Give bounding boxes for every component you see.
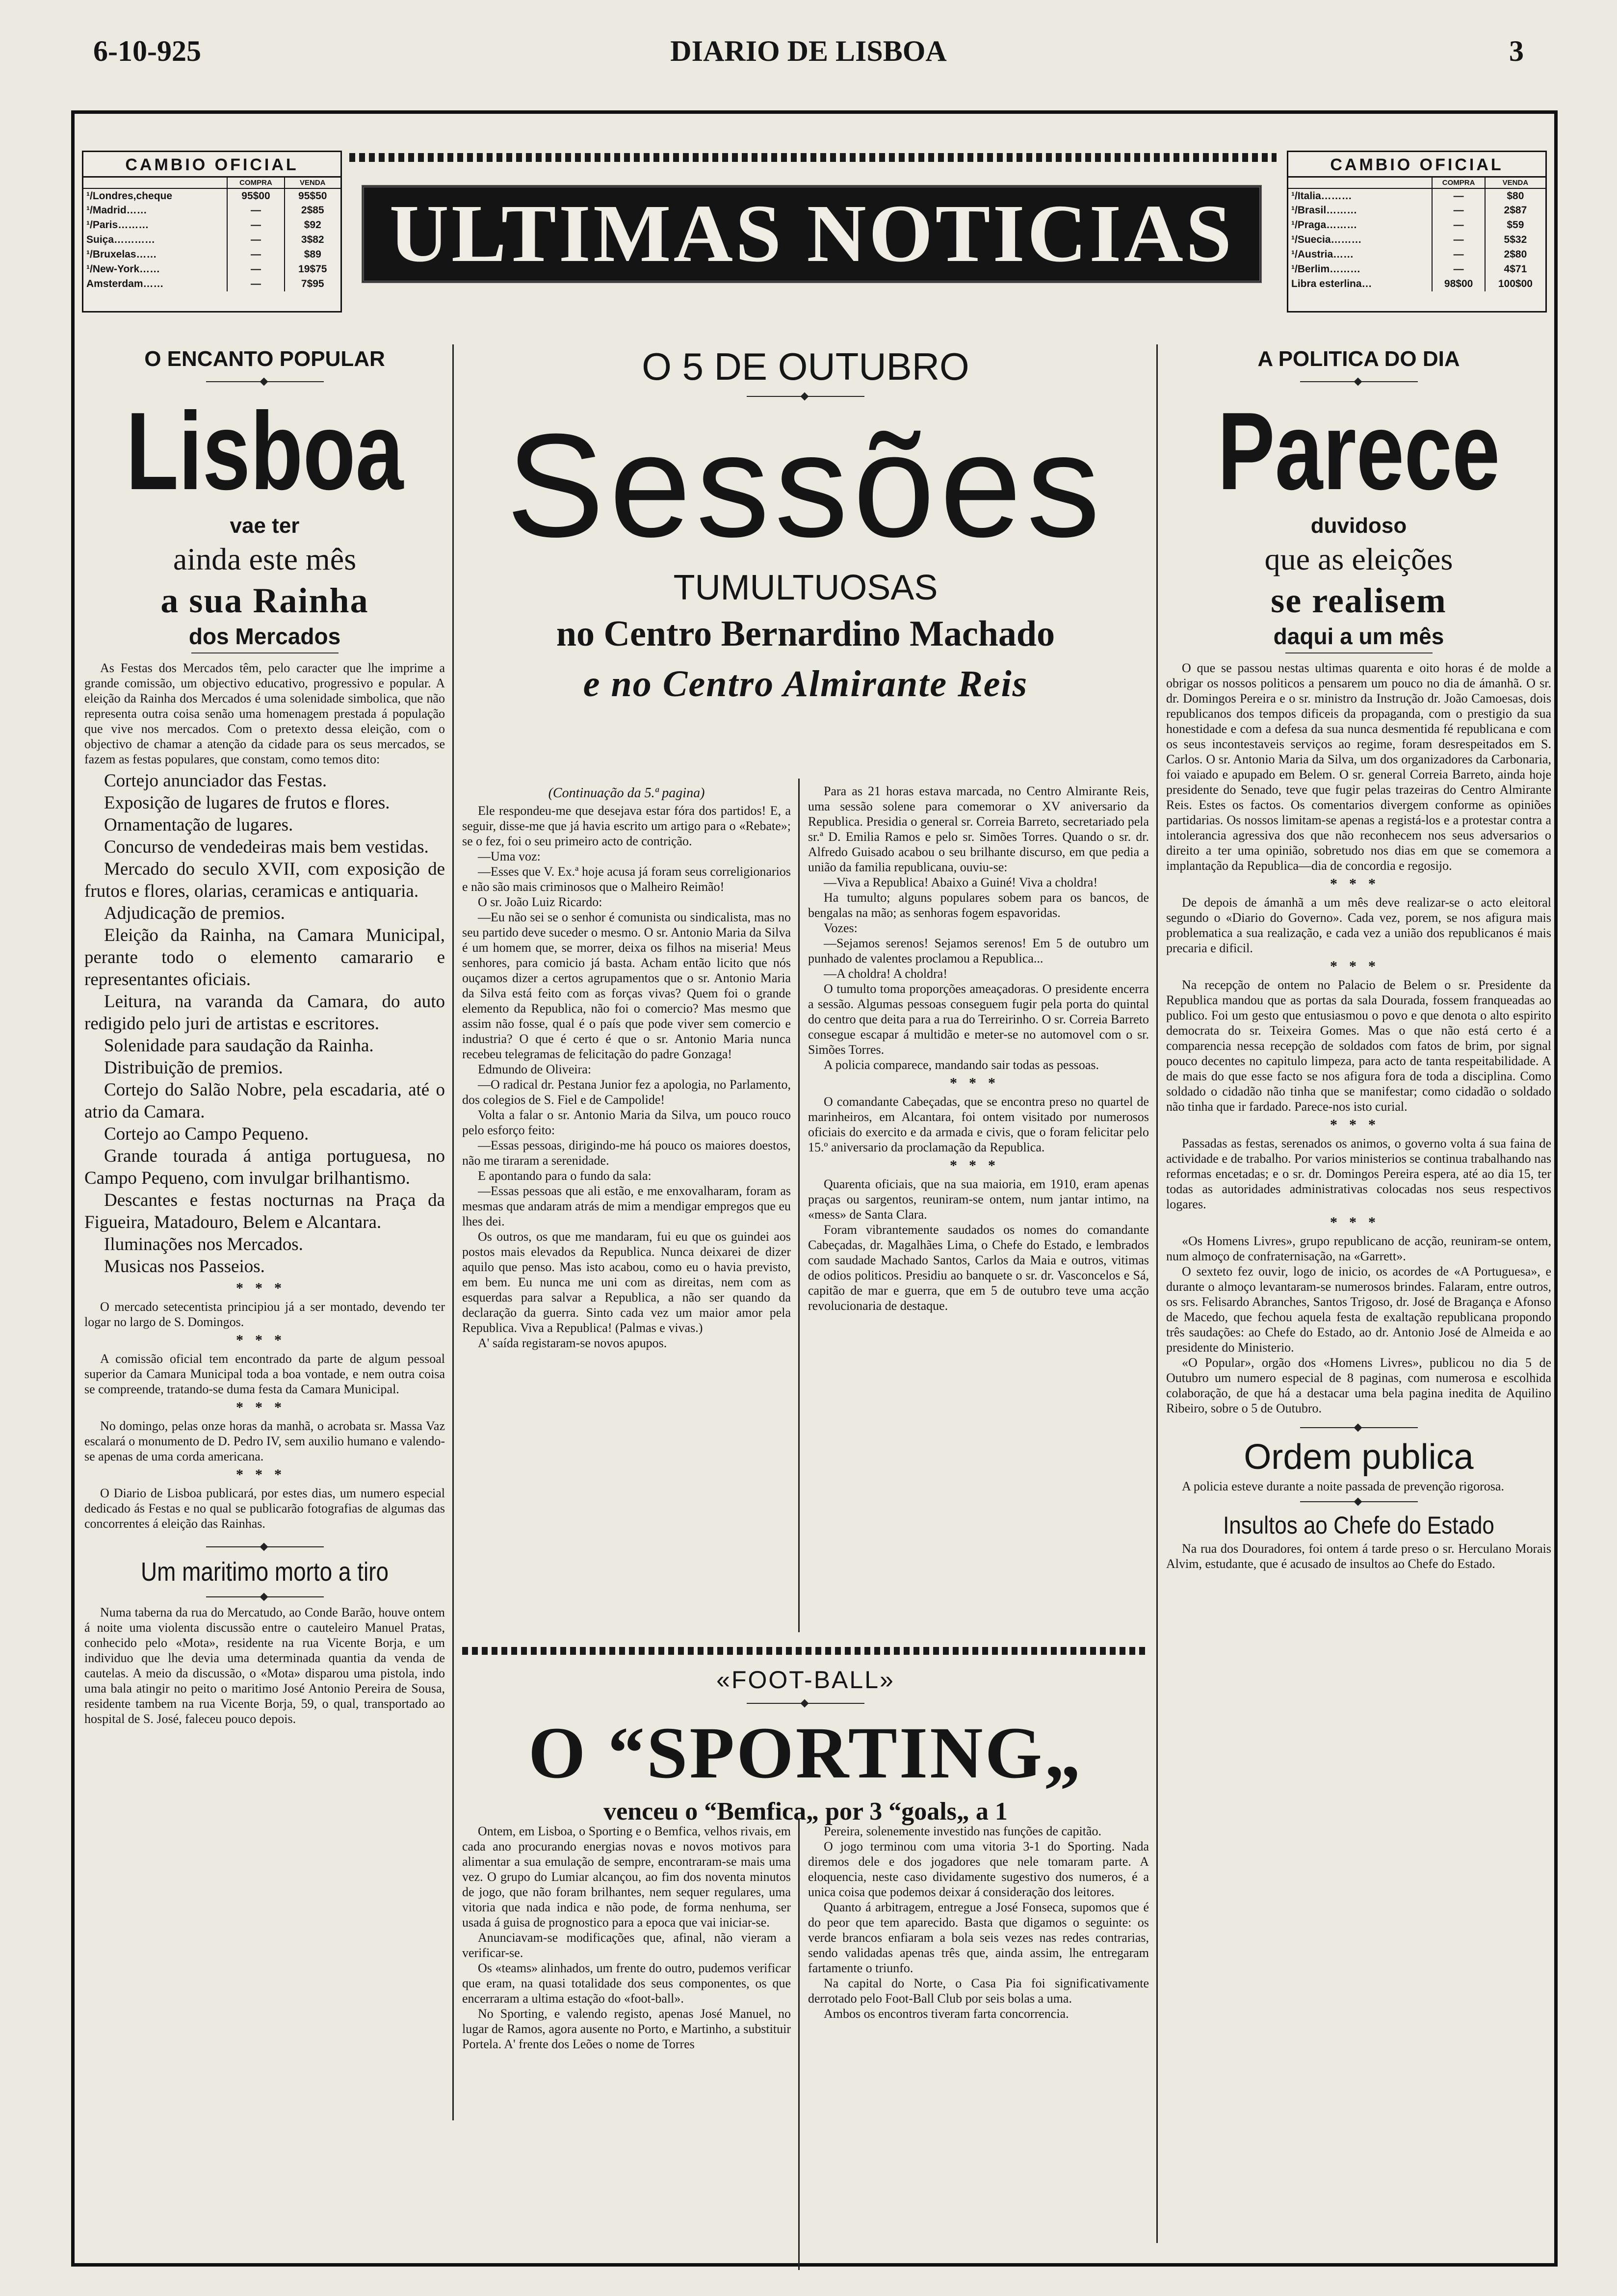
paragraph: —Uma voz: bbox=[478, 849, 541, 863]
ornament-divider bbox=[1300, 1425, 1418, 1431]
list-item: Musicas nos Passeios. bbox=[104, 1256, 265, 1277]
continuation-note: (Continuação da 5.ª pagina) bbox=[548, 785, 705, 801]
list-item: Distribuição de premios. bbox=[104, 1058, 283, 1078]
paragraph: —Essas pessoas que ali estão, e me enxovalharam, foram as mesmas que andaram atrás de mim a mendigar empregos que eu lhes dei. bbox=[462, 1184, 791, 1228]
currency-label: ¹/Austria…… bbox=[1291, 249, 1354, 260]
sell-rate: 7$95 bbox=[285, 277, 340, 291]
center-col2 bbox=[808, 783, 1149, 1313]
buy-rate: — bbox=[227, 203, 284, 218]
table-row bbox=[83, 203, 340, 218]
sell-rate: $92 bbox=[285, 218, 340, 233]
section-stars: *** bbox=[950, 1075, 1007, 1091]
sell-rate: 100$00 bbox=[1485, 277, 1545, 291]
paragraph: A' saída registaram-se novos apupos. bbox=[478, 1336, 667, 1350]
center-sub2: no Centro Bernardino Machado bbox=[556, 614, 1055, 654]
left-kicker: O ENCANTO POPULAR bbox=[144, 347, 385, 371]
table-row bbox=[1288, 188, 1545, 203]
paragraph: —Sejamos serenos! Sejamos serenos! Em 5 de outubro um punhado de valentes proclamou a Republica... bbox=[808, 936, 1149, 965]
sell-rate: $59 bbox=[1485, 218, 1545, 233]
currency-label: ¹/Praga……… bbox=[1291, 219, 1357, 231]
ornament-divider bbox=[747, 393, 864, 399]
right-sub1: duvidoso bbox=[1310, 514, 1407, 538]
football-kicker: «FOOT-BALL» bbox=[716, 1666, 895, 1694]
buy-rate: — bbox=[1432, 233, 1485, 247]
buy-rate: — bbox=[1432, 203, 1485, 218]
exchange-title: CAMBIO OFICIAL bbox=[1288, 152, 1545, 178]
paragraph: «Os Homens Livres», grupo republicano de acção, reuniram-se ontem, num almoço de confraternisação, na «Garrett». bbox=[1166, 1234, 1551, 1263]
header-venda: VENDA bbox=[285, 178, 340, 188]
table-row bbox=[1288, 247, 1545, 262]
table-row bbox=[83, 233, 340, 247]
paragraph: —Essas pessoas, dirigindo-me há pouco os maiores doestos, não me tiraram a serenidade. bbox=[462, 1138, 791, 1168]
section-stars: *** bbox=[1330, 876, 1387, 892]
news-note: O mercado setecentista principiou já a ser montado, devendo ter logar no largo de S. Domingos. bbox=[84, 1300, 445, 1329]
list-item: Adjudicação de premios. bbox=[104, 903, 285, 923]
table-row bbox=[1288, 262, 1545, 277]
currency-label: ¹/Brasil……… bbox=[1291, 205, 1357, 216]
center-sub1: TUMULTUOSAS bbox=[673, 568, 938, 607]
paragraph: Para as 21 horas estava marcada, no Centro Almirante Reis, uma sessão solene para comemorar o XV aniversario da Republica. Presidia o general sr. Correia Barreto, secretariado pela sr.ª D. Emilia Ramos e pelo sr. Simões Torres. Quando o sr. dr. Alfredo Guisado acabou o seu brilhante discurso, em que pedia a união da familia republicana, ouviu-se: bbox=[808, 784, 1149, 874]
list-item: Leitura, na varanda da Camara, do auto redigido pelo juri de artistas e escritores. bbox=[84, 991, 445, 1034]
sell-rate: $80 bbox=[1485, 188, 1545, 203]
list-item: Concurso de vendedeiras mais bem vestidas. bbox=[104, 837, 429, 857]
insultos-text: Na rua dos Douradores, foi ontem á tarde preso o sr. Herculano Morais Alvim, estudante, que é acusado de insultos ao Chefe do Estado. bbox=[1166, 1541, 1551, 1571]
paragraph: Quarenta oficiais, que na sua maioria, em 1910, eram apenas praças ou sargentos, reuniram-se ontem, num jantar intimo, na «mess» de Santa Clara. bbox=[808, 1177, 1149, 1222]
paragraph: Quanto á arbitragem, entregue a José Fonseca, supomos que é do peor que tem aparecido. Basta que digamos o seguinte: os verde brancos enfiaram a bola seis vezes nas redes contrarias, sendo validadas apenas três que, ainda assim, lhe entregaram fartamente o triunfo. bbox=[808, 1900, 1149, 1975]
column-rule bbox=[452, 344, 454, 2120]
decorative-rule bbox=[349, 153, 1277, 162]
paragraph: Ontem, em Lisboa, o Sporting e o Bemfica, velhos rivais, em cada ano procurando energias novas e novos motivos para alimentar a sua emulação de sempre, encontraram-se mais uma vez. O grupo do Lumiar alcançou, ao fim dos noventa minutos de jogo, que não foram brilhantes, nem sequer regulares, uma vitoria que nada indica e não pode, de forma nenhuma, ser usada á guisa de prognostico para a epoca que vai iniciar-se. bbox=[462, 1824, 791, 1930]
list-item: Solenidade para saudação da Rainha. bbox=[104, 1036, 374, 1056]
list-item: Cortejo anunciador das Festas. bbox=[104, 771, 327, 791]
currency-label: Libra esterlina… bbox=[1291, 278, 1372, 289]
paragraph: Pereira, solenemente investido nas funções de capitão. bbox=[824, 1824, 1102, 1838]
center-col1 bbox=[462, 783, 791, 1351]
ordem-headline: Ordem publica bbox=[1244, 1437, 1474, 1477]
paragraph: O sr. João Luiz Ricardo: bbox=[478, 895, 602, 909]
buy-rate: — bbox=[1432, 247, 1485, 262]
right-sub2: que as eleições bbox=[1264, 542, 1453, 576]
paragraph: —O radical dr. Pestana Junior fez a apologia, no Parlamento, dos colegios de S. Fiel e de Campolide! bbox=[462, 1077, 791, 1107]
buy-rate: — bbox=[227, 233, 284, 247]
table-row bbox=[83, 218, 340, 233]
buy-rate: — bbox=[1432, 188, 1485, 203]
paragraph: Ele respondeu-me que desejava estar fóra dos partidos! E, a seguir, disse-me que já havia escrito um artigo para o «Rebate»; se o fez, foi o seu primeiro acto de contrição. bbox=[462, 804, 791, 848]
paragraph: Os «teams» alinhados, um frente do outro, pudemos verificar que eram, na quasi totalidade dos seus componentes, os que encerraram a ultima estação do «foot-ball». bbox=[462, 1961, 791, 2006]
buy-rate: — bbox=[227, 262, 284, 277]
buy-rate: 98$00 bbox=[1432, 277, 1485, 291]
section-stars: *** bbox=[236, 1466, 293, 1483]
header-compra: COMPRA bbox=[1432, 178, 1485, 188]
list-item: Ornamentação de lugares. bbox=[104, 815, 293, 835]
buy-rate: — bbox=[227, 247, 284, 262]
section-stars: *** bbox=[950, 1157, 1007, 1174]
news-note: A comissão oficial tem encontrado da parte de algum pessoal superior da Camara Municipal toda a boa vontade, e nem outra coisa se compreende, tratando-se duma festa da Camara Municipal. bbox=[84, 1352, 445, 1396]
section-stars: *** bbox=[1330, 958, 1387, 974]
list-item: Grande tourada á antiga portuguesa, no Campo Pequeno, com invulgar brilhantismo. bbox=[84, 1146, 445, 1188]
table-row bbox=[1288, 277, 1545, 291]
issue-date: 6-10-925 bbox=[93, 35, 201, 67]
masthead bbox=[93, 34, 1524, 74]
list-item: Iluminações nos Mercados. bbox=[104, 1234, 303, 1254]
section-stars: *** bbox=[236, 1280, 293, 1296]
paragraph: No Sporting, e valendo registo, apenas José Manuel, no lugar de Ramos, agora ausente no Porto, e Martinho, a substituir Portela. A' frente dos Leões o nome de Torres bbox=[462, 2007, 791, 2051]
exchange-table-left bbox=[82, 151, 342, 313]
paragraph: —A choldra! A choldra! bbox=[824, 966, 947, 981]
news-note: O Diario de Lisboa publicará, por estes dias, um numero especial dedicado ás Festas e no qual se publicarão fotografias de algumas das concorrentes á eleição das Rainhas. bbox=[84, 1486, 445, 1531]
list-item: Mercado do seculo XVII, com exposição de frutos e flores, olarias, ceramicas e antiquaria. bbox=[84, 859, 445, 901]
exchange-title: CAMBIO OFICIAL bbox=[83, 152, 340, 178]
paragraph: Foram vibrantemente saudados os nomes do comandante Cabeçadas, dr. Magalhães Lima, o Chefe do Estado, e lembrados com saudade Machado Santos, Carlos da Maia e outros, vitimas de odios politicos. Presidiu ao banquete o sr. dr. Vasconcelos e Sá, capitão de mar e guerra, que em 5 de outubro teve uma acção revolucionaria de destaque. bbox=[808, 1223, 1149, 1313]
buy-rate: — bbox=[227, 277, 284, 291]
divider bbox=[191, 652, 339, 653]
sessoes-headline: Sessões bbox=[506, 403, 1105, 568]
ornament-divider bbox=[1300, 1499, 1418, 1505]
right-kicker: A POLITICA DO DIA bbox=[1257, 347, 1460, 371]
buy-rate: — bbox=[227, 218, 284, 233]
list-item: Cortejo ao Campo Pequeno. bbox=[104, 1124, 309, 1144]
right-sub3: se realisem bbox=[1271, 581, 1447, 620]
paragraph: Na capital do Norte, o Casa Pia foi significativamente derrotado pelo Foot-Ball Club por seis bolas a uma. bbox=[808, 1976, 1149, 2006]
sell-rate: 95$50 bbox=[285, 188, 340, 203]
paragraph: Os outros, os que me mandaram, fui eu que os guindei aos postos mais elevados da Republica. Nunca deixarei de dizer aquilo que penso. Mas isto acabou, como eu o havia previsto, em bem. Eu nunca me uni com as direitas, nem com as esquerdas para salvar a Republica, a não ser quando da declaração da guerra. Sinto cada vez um maior amor pela Republica. Viva a Republica! (Palmas e vivas.) bbox=[462, 1229, 791, 1335]
exchange-rates bbox=[1288, 178, 1545, 291]
buy-rate: — bbox=[1432, 262, 1485, 277]
paragraph: E apontando para o fundo da sala: bbox=[478, 1169, 652, 1183]
section-stars: *** bbox=[1330, 1214, 1387, 1230]
currency-label: ¹/Bruxelas…… bbox=[86, 249, 157, 260]
sell-rate: 4$71 bbox=[1485, 262, 1545, 277]
insultos-headline: Insultos ao Chefe do Estado bbox=[1223, 1512, 1494, 1539]
paragraph: «O Popular», orgão dos «Homens Livres», publicou no dia 5 de Outubro um numero especial de 8 paginas, com numerosa e escolhida colaboração, de que há a destacar uma bela pagina inedita de Aquilino Ribeiro, sobre o 5 de Outubro. bbox=[1166, 1356, 1551, 1415]
divider bbox=[1285, 652, 1433, 653]
currency-label: ¹/Paris……… bbox=[86, 219, 149, 231]
list-item: Eleição da Rainha, na Camara Municipal, perante todo o elemento camarario e representantes oficiais. bbox=[84, 925, 445, 990]
center-kicker: O 5 DE OUTUBRO bbox=[642, 345, 969, 388]
paragraph: O sexteto fez ouvir, logo de inicio, os acordes de «A Portuguesa», e durante o almoço levantaram-se numerosos brindes. Falaram, entre outros, os srs. Felisardo Abranches, Santos Trigoso, dr. José de Bragança e Afonso de Macedo, que fechou aquela festa de exaltação republicana propondo três saudações: ao Chefe do Estado, ao dr. Antonio José de Almeida e ao presidente do Ministerio. bbox=[1166, 1264, 1551, 1355]
center-article bbox=[462, 344, 1149, 709]
football-sub: venceu o “Bemfica„ por 3 “goals„ a 1 bbox=[603, 1798, 1008, 1826]
currency-label: Suiça………… bbox=[86, 234, 156, 245]
ornament-divider bbox=[206, 379, 324, 385]
paragraph: Passadas as festas, serenados os animos, o governo volta á sua faina de actividade e de trabalho. Por varios ministerios se continua trabalhando nas reformas encetadas; e o sr. dr. Domingos Pereira espera, até ao dia 15, ter todas as autoridades administrativas colocadas nos seus respectivos logares. bbox=[1166, 1136, 1551, 1211]
football-col1 bbox=[462, 1824, 791, 2052]
paragraph: Volta a falar o sr. Antonio Maria da Silva, um pouco rouco pelo esforço feito: bbox=[462, 1108, 791, 1137]
buy-rate: 95$00 bbox=[227, 188, 284, 203]
currency-label: ¹/Londres,cheque bbox=[86, 190, 173, 202]
page-frame bbox=[71, 110, 1558, 2267]
left-sub4: dos Mercados bbox=[188, 624, 341, 649]
sell-rate: 2$85 bbox=[285, 203, 340, 218]
maritimo-text: Numa taberna da rua do Mercatudo, ao Conde Barão, houve ontem á noite uma violenta discussão entre o cauteleiro Manuel Pratas, conhecido pelo «Mota», residente na rua Vicente Borja, e um individuo que lhe devia uma determinada quantia da venda de cautelas. A meio da discussão, o «Mota» disparou uma pistola, indo uma bala atingir no peito o maritimo José Antonio Pereira de Sousa, residente tambem na rua Vicente Borja, 59, o qual, transportado ao hospital de S. José, faleceu pouco depois. bbox=[84, 1605, 445, 1726]
left-column bbox=[84, 344, 445, 1726]
mercados-intro: As Festas dos Mercados têm, pelo caracter que lhe imprime a grande comissão, um objectivo educativo, progressivo e popular. A eleição da Rainha dos Mercados é uma solenidade simbolica, que não representa outra coisa senão uma homenagem prestada á população que vive nos mercados. Com o pretexto dessa eleição, com o objectivo de chamar a atenção da cidade para os seus mercados, se fazem as festas populares, que constam, como temos dito: bbox=[84, 661, 445, 766]
lisboa-headline: Lisboa bbox=[126, 389, 404, 513]
festival-program bbox=[84, 770, 445, 1278]
list-item: Exposição de lugares de frutos e flores. bbox=[104, 793, 390, 813]
list-item: Cortejo do Salão Nobre, pela escadaria, até o atrio da Camara. bbox=[84, 1080, 445, 1122]
sell-rate: $89 bbox=[285, 247, 340, 262]
paragraph: Vozes: bbox=[824, 921, 858, 935]
sell-rate: 2$87 bbox=[1485, 203, 1545, 218]
section-stars: *** bbox=[236, 1399, 293, 1415]
ornament-divider bbox=[747, 1700, 864, 1706]
list-item: Descantes e festas nocturnas na Praça da Figueira, Matadouro, Belem e Alcantara. bbox=[84, 1190, 445, 1232]
table-row bbox=[83, 247, 340, 262]
paragraph: —Esses que V. Ex.ª hoje acusa já foram seus correligionarios e não são mais criminosos que o Malheiro Reimão! bbox=[462, 864, 791, 894]
column-rule bbox=[798, 1819, 800, 2270]
table-row bbox=[1288, 233, 1545, 247]
page-number: 3 bbox=[1509, 35, 1524, 67]
right-sub4: daqui a um mês bbox=[1273, 624, 1444, 649]
currency-label: Amsterdam…… bbox=[86, 278, 164, 289]
header-compra: COMPRA bbox=[227, 178, 284, 188]
sell-rate: 19$75 bbox=[285, 262, 340, 277]
football-header bbox=[462, 1664, 1149, 1829]
parece-headline: Parece bbox=[1217, 389, 1500, 513]
paragraph: Ha tumulto; alguns populares sobem para os bancos, de bengalas na mão; as senhoras fogem espavoridas. bbox=[808, 890, 1149, 920]
decorative-rule bbox=[462, 1647, 1149, 1655]
paragraph: A policia comparece, mandando sair todas as pessoas. bbox=[824, 1058, 1099, 1072]
column-rule bbox=[798, 779, 800, 1632]
sporting-headline: O “SPORTING„ bbox=[528, 1712, 1083, 1794]
header-venda: VENDA bbox=[1485, 178, 1545, 188]
paragraph: O tumulto toma proporções ameaçadoras. O presidente encerra a sessão. Algumas pessoas conseguem fugir pela porta do quintal do centro que deita para a rua do Terreirinho. O sr. Correia Barreto consegue escapar á multidão e meter-se no automovel com o sr. Simões Torres. bbox=[808, 982, 1149, 1057]
currency-label: ¹/New-York…… bbox=[86, 263, 160, 275]
table-row bbox=[83, 262, 340, 277]
currency-label: ¹/Madrid…… bbox=[86, 205, 147, 216]
currency-label: ¹/Suecia……… bbox=[1291, 234, 1362, 245]
center-sub3: e no Centro Almirante Reis bbox=[583, 663, 1028, 704]
news-note: No domingo, pelas onze horas da manhã, o acrobata sr. Massa Vaz escalará o monumento de D. Pedro IV, sem auxilio humano e valendo-se apenas de uma corda americana. bbox=[84, 1419, 445, 1463]
paragraph: Anunciavam-se modificações que, afinal, não vieram a verificar-se. bbox=[462, 1931, 791, 1960]
left-sub2: ainda este mês bbox=[173, 542, 357, 576]
currency-label: ¹/Berlim……… bbox=[1291, 263, 1361, 275]
left-sub3: a sua Rainha bbox=[160, 581, 369, 620]
paragraph: Na recepção de ontem no Palacio de Belem o sr. Presidente da Republica mandou que as portas da sala Dourada, fossem franqueadas ao publico. Foi um gesto que entusiasmou o povo e que denota o alto espirito democrata do sr. Teixeira Gomes. Mas o que não está certo é a comparencia nessa recepção de soldados com fatos de brim, por signal pouco decentes no capitulo limpeza, para acto de tanta respeitabilidade. A de mais do que esse facto se nos afigura fora de toda a disciplina. Como soldado o cidadão não tinha que se manifestar; como cidadão o soldado não tinha que ir fardado. Parece-nos isto curial. bbox=[1166, 978, 1551, 1114]
section-stars: *** bbox=[1330, 1117, 1387, 1133]
paragraph: O que se passou nestas ultimas quarenta e oito horas é de molde a obrigar os nossos politicos a pensarem um pouco no dia de ámanhã. O sr. dr. Domingos Pereira e o sr. ministro da Instrução dr. João Camoesas, dois republicanos dos tempos dificeis da propaganda, com o prestigio da sua honestidade e com a defesa da sua nunca desmentida fé republicana e com os seus incontestaveis serviços ao regime, foram desrespeitados em S. Carlos. O sr. Antonio Maria da Silva, um dos organizadores da Carbonaria, foi vaiado e apupado em Belem. O sr. general Correia Barreto, ainda hoje presidente do Senado, teve que fugir pelas trazeiras do Centro Almirante Reis. Estes os factos. Os comentarios divergem conforme as opiniões partidarias. Os nossos limitam-se apenas a registá-los e a protestar contra a intolerancia agressiva dos que não reconhecem nos seus adversarios o direito a ter uma opinião, sobretudo nos dias em que se comemora a implantação da Republica—dia de concordia e regosijo. bbox=[1166, 661, 1551, 873]
table-row bbox=[83, 188, 340, 203]
paragraph: —Eu não sei se o senhor é comunista ou sindicalista, mas no seu partido deve suceder o mesmo. O sr. Antonio Maria da Silva é um homem que, se morrer, deixa os filhos na miseria! Meus senhores, para comicio já basta. Acham então licito que nós ouçamos dizer a certos agrupamentos que o sr. Antonio Maria da Silva está feito com as forças vivas? Quem foi o grande elemento da Republica, não foi o comercio? Mas mesmo que assim não fosse, qual é o país que pode viver sem comercio e industria? O que é certo é que o sr. Antonio Maria nunca recebeu telegramas de felicitação do padre Gonzaga! bbox=[462, 910, 791, 1061]
sell-rate: 2$80 bbox=[1485, 247, 1545, 262]
table-row bbox=[1288, 203, 1545, 218]
table-row bbox=[83, 277, 340, 291]
ultimas-noticias-banner: ULTIMAS NOTICIAS bbox=[362, 185, 1262, 283]
paragraph: Ambos os encontros tiveram farta concorrencia. bbox=[824, 2007, 1069, 2021]
paragraph: O comandante Cabeçadas, que se encontra preso no quartel de marinheiros, em Alcantara, foi ontem visitado por numerosos oficiais do exercito e da armada e civis, que o foram felicitar pelo 15.º aniversario da proclamação da Republica. bbox=[808, 1095, 1149, 1154]
football-col2 bbox=[808, 1824, 1149, 2021]
newspaper-title: DIARIO DE LISBOA bbox=[670, 35, 947, 67]
table-row bbox=[1288, 218, 1545, 233]
section-stars: *** bbox=[236, 1332, 293, 1348]
ornament-divider bbox=[1300, 379, 1418, 385]
paragraph: De depois de ámanhã a um mês deve realizar-se o acto eleitoral segundo o «Diario do Governo». Cada vez, porem, se nos afigura mais problematica a sua realização, e cada vez a união dos republicanos é mais precaria e dificil. bbox=[1166, 895, 1551, 955]
buy-rate: — bbox=[1432, 218, 1485, 233]
sell-rate: 3$82 bbox=[285, 233, 340, 247]
left-sub1: vae ter bbox=[230, 514, 300, 538]
maritimo-headline: Um maritimo morto a tiro bbox=[141, 1557, 389, 1587]
currency-label: ¹/Italia……… bbox=[1291, 190, 1352, 202]
ornament-divider bbox=[206, 1594, 324, 1600]
exchange-rates bbox=[83, 178, 340, 291]
ordem-text: A policia esteve durante a noite passada de prevenção rigorosa. bbox=[1182, 1479, 1504, 1493]
sell-rate: 5$32 bbox=[1485, 233, 1545, 247]
paragraph: Edmundo de Oliveira: bbox=[478, 1062, 592, 1076]
paragraph: —Viva a Republica! Abaixo a Guiné! Viva a choldra! bbox=[824, 875, 1098, 889]
paragraph: O jogo terminou com uma vitoria 3-1 do Sporting. Nada diremos dele e dos jogadores que nele tomaram parte. A eloquencia, neste caso dividamente sugestivo dos numeros, é a unica coisa que podemos deixar á consideração dos leitores. bbox=[808, 1839, 1149, 1899]
column-rule bbox=[1156, 344, 1158, 2243]
exchange-table-right bbox=[1287, 151, 1547, 313]
right-column bbox=[1166, 344, 1551, 1571]
ornament-divider bbox=[206, 1544, 324, 1550]
